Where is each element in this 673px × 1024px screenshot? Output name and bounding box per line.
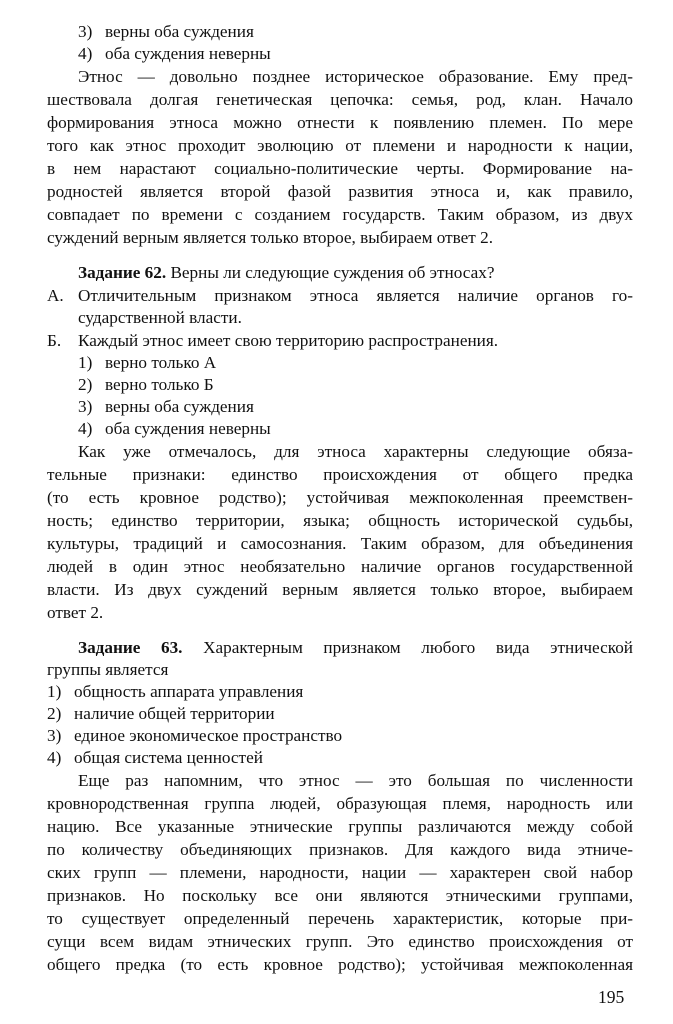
option-item [78, 396, 378, 418]
option-number: 3) [78, 397, 93, 416]
option-text: верно только Б [105, 375, 214, 394]
paragraph-line: сущи всем видам этнических групп. Это единство происхождения от [47, 932, 633, 951]
option-text: общность аппарата управления [74, 682, 304, 701]
paragraph-line: общего предка (то есть кровное родство); устойчивая межпоколенная [47, 955, 633, 974]
task-63-question: Характерным признаком любого вида этнической [182, 638, 634, 657]
paragraph-line: признаков. Но поскольку все они являются этническими группами, [47, 886, 633, 905]
paragraph-line: суждений верным является только второе, выбираем ответ 2. [47, 228, 493, 247]
option-number: 3) [47, 726, 62, 745]
paragraph-line: кровнородственная группа людей, образующая племя, народность или [47, 794, 633, 813]
option-text: наличие общей территории [74, 704, 275, 723]
paragraph-line: культуры, традиций и самосознания. Таким образом, для объединения [47, 534, 633, 553]
paragraph-line: то существует определенный перечень характеристик, которые при- [47, 909, 633, 928]
task-63-question-continued: группы является [47, 660, 169, 679]
paragraph-line: Еще раз напомним, что этнос — это большая по численности [78, 771, 633, 790]
paragraph-line: по количеству объединяющих признаков. Для каждого вида этниче- [47, 840, 633, 859]
option-text: верно только А [105, 353, 217, 372]
paragraph-line: Этнос — довольно позднее историческое образование. Ему пред- [78, 67, 633, 86]
option-number: 1) [78, 353, 93, 372]
paragraph-line: нацию. Все указанные этнические группы различаются между собой [47, 817, 633, 836]
option-item [78, 418, 378, 440]
option-text: единое экономическое пространство [74, 726, 343, 745]
option-number: 4) [78, 44, 93, 63]
statement-a [47, 285, 633, 307]
page-number: 195 [598, 987, 625, 1007]
paragraph-line: власти. Из двух суждений верным является только второе, выбираем [47, 580, 633, 599]
option-number: 2) [47, 704, 62, 723]
paragraph-line: того как этнос проходит эволюцию от племени и народности к нации, [47, 136, 633, 155]
option-number: 2) [78, 375, 93, 394]
paragraph-line: формирования этноса можно отнести к появлению племен. По мере [47, 113, 633, 132]
statement-text: сударственной власти. [78, 308, 242, 327]
paragraph-line: родностей является второй фазой развития этноса и, как правило, [47, 182, 633, 201]
option-text: оба суждения неверны [105, 44, 271, 63]
paragraph-line: ответ 2. [47, 603, 104, 622]
option-number: 4) [47, 748, 62, 767]
option-item [78, 374, 378, 396]
task-63-label: Задание 63. [78, 638, 183, 657]
option-number: 4) [78, 419, 93, 438]
option-item [47, 681, 407, 703]
option-text: верны оба суждения [105, 397, 254, 416]
paragraph-line: шествовала долгая генетическая цепочка: семья, род, клан. Начало [47, 90, 633, 109]
paragraph-line: (то есть кровное родство); устойчивая межпоколенная преемствен- [47, 488, 633, 507]
paragraph-line: совпадает по времени с созданием государств. Таким образом, из двух [47, 205, 633, 224]
option-item [47, 703, 407, 725]
option-number: 1) [47, 682, 62, 701]
statement-text: Отличительным признаком этноса является наличие органов го- [78, 286, 633, 305]
paragraph-line: ность; единство территории, языка; общность исторической судьбы, [47, 511, 633, 530]
paragraph-line: ских групп — племени, народности, нации — характерен свой набор [47, 863, 633, 882]
paragraph-line: людей в один этнос необязательно наличие органов государственной [47, 557, 633, 576]
statement-b [47, 330, 633, 352]
option-item [47, 747, 407, 769]
task-62-heading [78, 262, 494, 284]
task-62-label: Задание 62. [78, 263, 167, 282]
paragraph-line: тельные признаки: единство происхождения от общего предка [47, 465, 633, 484]
option-item [78, 43, 378, 65]
statement-letter: Б. [47, 331, 62, 350]
paragraph-line: в нем нарастают социально-политические черты. Формирование на- [47, 159, 633, 178]
paragraph-line: Как уже отмечалось, для этноса характерны следующие обяза- [78, 442, 633, 461]
option-text: верны оба суждения [105, 22, 254, 41]
option-item [47, 725, 407, 747]
option-number: 3) [78, 22, 93, 41]
option-item [78, 21, 378, 43]
task-63-heading [78, 637, 633, 659]
option-text: общая система ценностей [74, 748, 263, 767]
task-62-question: Верны ли следующие суждения об этносах? [166, 263, 495, 282]
option-item [78, 352, 378, 374]
option-text: оба суждения неверны [105, 419, 271, 438]
statement-text: Каждый этнос имеет свою территорию распространения. [78, 331, 499, 350]
statement-letter: А. [47, 286, 64, 305]
